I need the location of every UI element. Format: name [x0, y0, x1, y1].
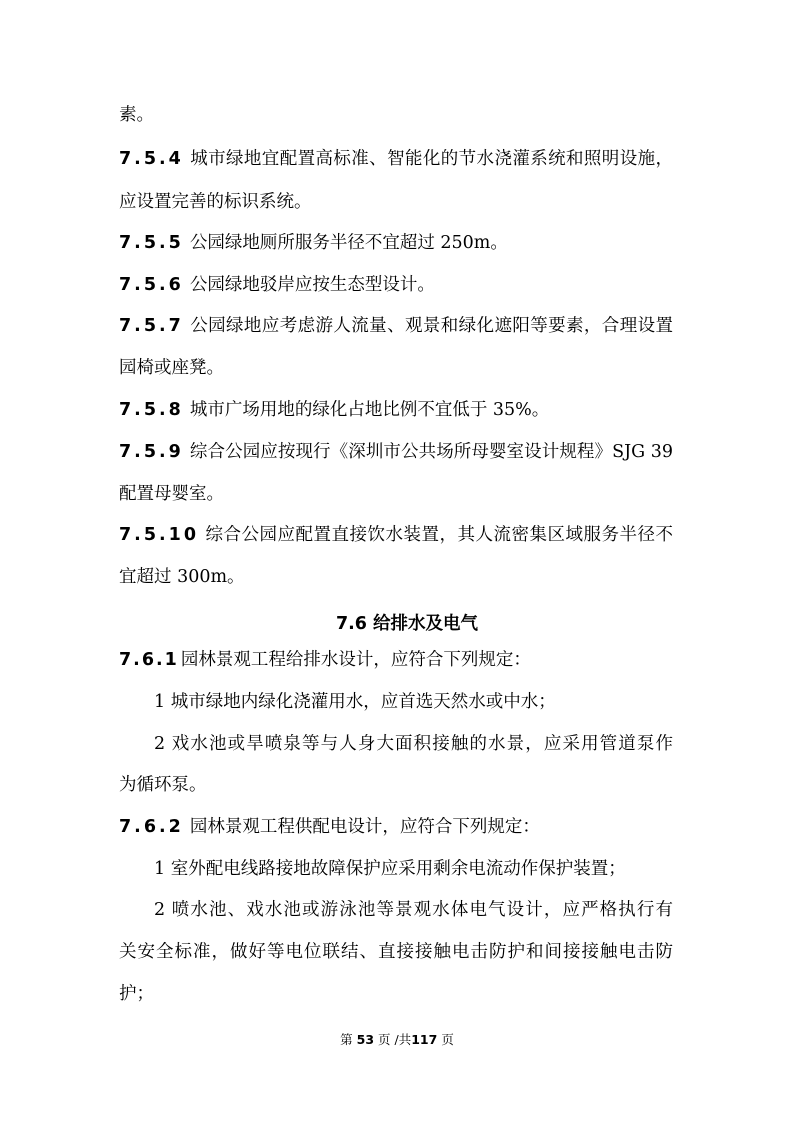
- text-fragment: 素。: [119, 105, 154, 125]
- list-item: [154, 861, 673, 879]
- clause-text: 园林景观工程供配电设计，应符合下列规定：: [189, 817, 540, 837]
- clause-text: 公园绿地厕所服务半径不宜超过 250m。: [189, 233, 508, 253]
- clause-text: 园林景观工程给排水设计，应符合下列规定：: [180, 650, 531, 670]
- clause-number: 7.5.4: [119, 149, 184, 169]
- clause-number: 7.5.8: [119, 400, 184, 420]
- footer-prefix: 第: [340, 1032, 353, 1047]
- page-number: 53: [356, 1032, 375, 1047]
- footer-suffix: 页: [441, 1032, 454, 1047]
- clause-number: 7.6.1: [119, 650, 179, 670]
- clause-number: 7.6.2: [119, 817, 184, 837]
- clause-7-5-7: [119, 318, 673, 336]
- clause-text: 应设置完善的标识系统。: [119, 192, 312, 212]
- clause-text: 公园绿地驳岸应按生态型设计。: [189, 275, 435, 295]
- clause-text: 园椅或座凳。: [119, 358, 224, 378]
- footer-middle: 页 /共: [378, 1032, 412, 1047]
- clause-text: 城市绿地宜配置高标准、智能化的节水浇灌系统和照明设施，: [189, 149, 673, 169]
- text-line: [119, 360, 673, 378]
- page-footer: [0, 1030, 794, 1048]
- list-item-text: 2 喷水池、戏水池或游泳池等景观水体电气设计，应严格执行有: [154, 900, 673, 920]
- clause-7-5-9: [119, 444, 673, 462]
- clause-7-5-4: [119, 151, 673, 169]
- clause-7-5-10: [119, 527, 673, 545]
- clause-text: 综合公园应按现行《深圳市公共场所母婴室设计规程》SJG 39: [189, 442, 673, 462]
- text-line: [119, 107, 673, 125]
- list-item-text: 2 戏水池或旱喷泉等与人身大面积接触的水景，应采用管道泵作: [154, 734, 673, 754]
- list-item-text: 关安全标准，做好等电位联结、直接接触电击防护和间接接触电击防: [119, 942, 673, 962]
- list-item: [154, 902, 673, 920]
- clause-number: 7.5.10: [119, 525, 200, 545]
- total-pages: 117: [411, 1032, 438, 1047]
- clause-7-6-1: [119, 652, 673, 670]
- text-line: [119, 194, 673, 212]
- text-line: [119, 986, 673, 1004]
- clause-text: 城市广场用地的绿化占地比例不宜低于 35%。: [189, 400, 550, 420]
- clause-number: 7.5.5: [119, 233, 184, 253]
- clause-number: 7.5.6: [119, 275, 184, 295]
- clause-7-5-5: [119, 235, 673, 253]
- clause-text: 配置母婴室。: [119, 484, 224, 504]
- list-item-text: 护；: [119, 984, 154, 1004]
- clause-text: 综合公园应配置直接饮水装置，其人流密集区域服务半径不: [205, 525, 673, 545]
- clause-7-5-8: [119, 402, 673, 420]
- list-item: [154, 694, 673, 712]
- clause-7-5-6: [119, 277, 673, 295]
- list-item: [154, 736, 673, 754]
- clause-text: 公园绿地应考虑游人流量、观景和绿化遮阳等要素，合理设置: [189, 316, 673, 336]
- text-line: [119, 486, 673, 504]
- list-item-text: 为循环泵。: [119, 775, 207, 795]
- clause-number: 7.5.7: [119, 316, 184, 336]
- text-line: [119, 777, 673, 795]
- list-item-text: 1 城市绿地内绿化浇灌用水，应首选天然水或中水；: [154, 692, 556, 712]
- list-item-text: 1 室外配电线路接地故障保护应采用剩余电流动作保护装置；: [154, 859, 626, 879]
- section-heading: 7.6 给排水及电气: [335, 614, 479, 634]
- text-line: [119, 944, 673, 962]
- clause-7-6-2: [119, 819, 673, 837]
- clause-number: 7.5.9: [119, 442, 184, 462]
- text-line: [119, 569, 673, 587]
- clause-text: 宜超过 300m。: [119, 567, 245, 587]
